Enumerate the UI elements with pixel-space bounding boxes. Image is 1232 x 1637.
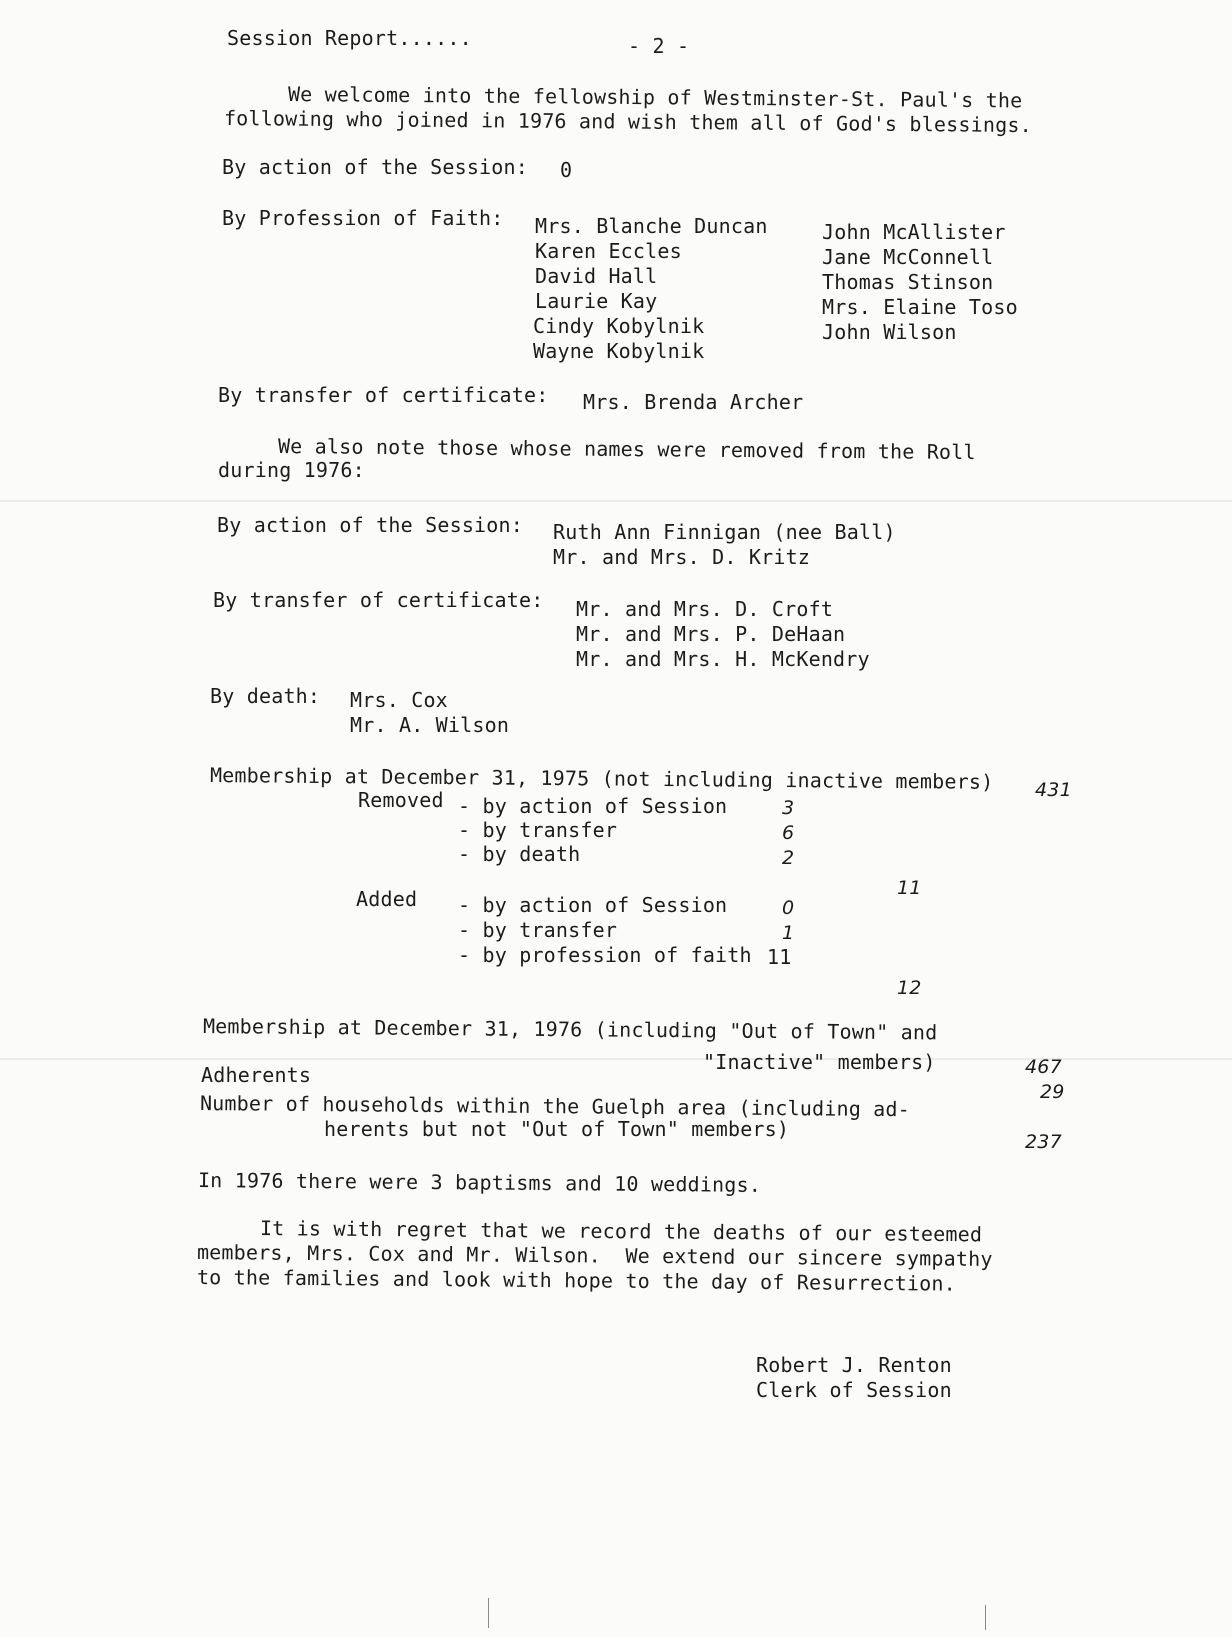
membership-1975-value: 431 bbox=[1035, 779, 1072, 801]
removed-intro-line-1: We also note those whose names were removed from the Roll bbox=[277, 434, 976, 465]
welcome-line-2: following who joined in 1976 and wish them all of God's blessings. bbox=[223, 106, 1032, 138]
report-title: Session Report...... bbox=[227, 26, 472, 50]
list-item: John Wilson bbox=[822, 320, 957, 344]
welcome-line-1: We welcome into the fellowship of Westminster-St. Paul's the bbox=[287, 82, 1023, 113]
signature-name: Robert J. Renton bbox=[756, 1353, 952, 1377]
joined-transfer-label: By transfer of certificate: bbox=[218, 383, 549, 407]
list-item: Mr. A. Wilson bbox=[350, 713, 510, 737]
removed-item-value: 3 bbox=[782, 797, 795, 819]
membership-1976-value: 467 bbox=[1025, 1056, 1062, 1078]
paper-fold-line bbox=[0, 500, 1232, 502]
paper-mark bbox=[985, 1605, 986, 1630]
removed-intro-line-2: during 1976: bbox=[218, 458, 365, 482]
closing-line-3: to the families and look with hope to the day of Resurrection. bbox=[196, 1265, 957, 1296]
profession-label: By Profession of Faith: bbox=[222, 206, 504, 230]
removed-item-value: 6 bbox=[782, 822, 795, 844]
list-item: Mr. and Mrs. D. Croft bbox=[576, 597, 834, 621]
removed-item-label: - by transfer bbox=[458, 818, 618, 842]
removed-item-label: - by death bbox=[458, 842, 581, 866]
list-item: Cindy Kobylnik bbox=[533, 314, 705, 338]
removed-item-label: - by action of Session bbox=[458, 794, 728, 818]
list-item: John McAllister bbox=[822, 220, 1006, 244]
list-item: Mr. and Mrs. H. McKendry bbox=[576, 647, 870, 671]
removed-heading: Removed bbox=[358, 788, 444, 812]
list-item: Ruth Ann Finnigan (nee Ball) bbox=[553, 520, 896, 544]
signature-title: Clerk of Session bbox=[756, 1378, 952, 1402]
list-item: Karen Eccles bbox=[535, 239, 682, 263]
added-item-value: 1 bbox=[782, 922, 795, 944]
adherents-value: 29 bbox=[1040, 1081, 1065, 1103]
households-line-1: Number of households within the Guelph area (including ad- bbox=[199, 1091, 911, 1122]
joined-session-label: By action of the Session: bbox=[222, 155, 529, 179]
removed-session-label: By action of the Session: bbox=[217, 513, 524, 537]
membership-1976-line-1: Membership at December 31, 1976 (including "Out of Town" and bbox=[202, 1014, 938, 1045]
joined-session-value: 0 bbox=[560, 158, 573, 182]
households-value: 237 bbox=[1025, 1131, 1062, 1153]
list-item: Jane McConnell bbox=[822, 245, 994, 269]
added-item-label: - by profession of faith bbox=[458, 943, 752, 967]
list-item: Mr. and Mrs. P. DeHaan bbox=[576, 622, 846, 646]
removed-death-label: By death: bbox=[210, 684, 321, 708]
list-item: Mrs. Cox bbox=[350, 688, 448, 712]
joined-transfer-value: Mrs. Brenda Archer bbox=[583, 390, 804, 414]
removed-item-value: 2 bbox=[782, 847, 795, 869]
list-item: Wayne Kobylnik bbox=[533, 339, 705, 363]
list-item: Laurie Kay bbox=[535, 289, 658, 313]
closing-line-2: members, Mrs. Cox and Mr. Wilson. We extend our sincere sympathy bbox=[196, 1240, 993, 1271]
list-item: Thomas Stinson bbox=[822, 270, 994, 294]
adherents-label: Adherents bbox=[201, 1063, 312, 1087]
added-item-value: 0 bbox=[782, 897, 795, 919]
membership-1976-line-2: "Inactive" members) bbox=[703, 1050, 936, 1074]
list-item: Mrs. Blanche Duncan bbox=[535, 214, 768, 238]
page-number: - 2 - bbox=[628, 34, 690, 58]
added-item-value: 11 bbox=[767, 945, 792, 969]
added-total: 12 bbox=[897, 977, 922, 999]
list-item: David Hall bbox=[535, 264, 658, 288]
added-item-label: - by action of Session bbox=[458, 893, 728, 917]
removed-total: 11 bbox=[897, 877, 922, 899]
list-item: Mr. and Mrs. D. Kritz bbox=[553, 545, 811, 569]
baptisms-weddings-line: In 1976 there were 3 baptisms and 10 weddings. bbox=[197, 1168, 762, 1197]
households-line-2: herents but not "Out of Town" members) bbox=[324, 1117, 790, 1141]
added-item-label: - by transfer bbox=[458, 918, 618, 942]
closing-line-1: It is with regret that we record the deaths of our esteemed bbox=[259, 1216, 983, 1247]
list-item: Mrs. Elaine Toso bbox=[822, 295, 1018, 319]
membership-1975-label: Membership at December 31, 1975 (not including inactive members) bbox=[209, 763, 994, 794]
removed-transfer-label: By transfer of certificate: bbox=[213, 588, 544, 612]
added-heading: Added bbox=[356, 887, 418, 911]
paper-mark bbox=[488, 1598, 489, 1628]
